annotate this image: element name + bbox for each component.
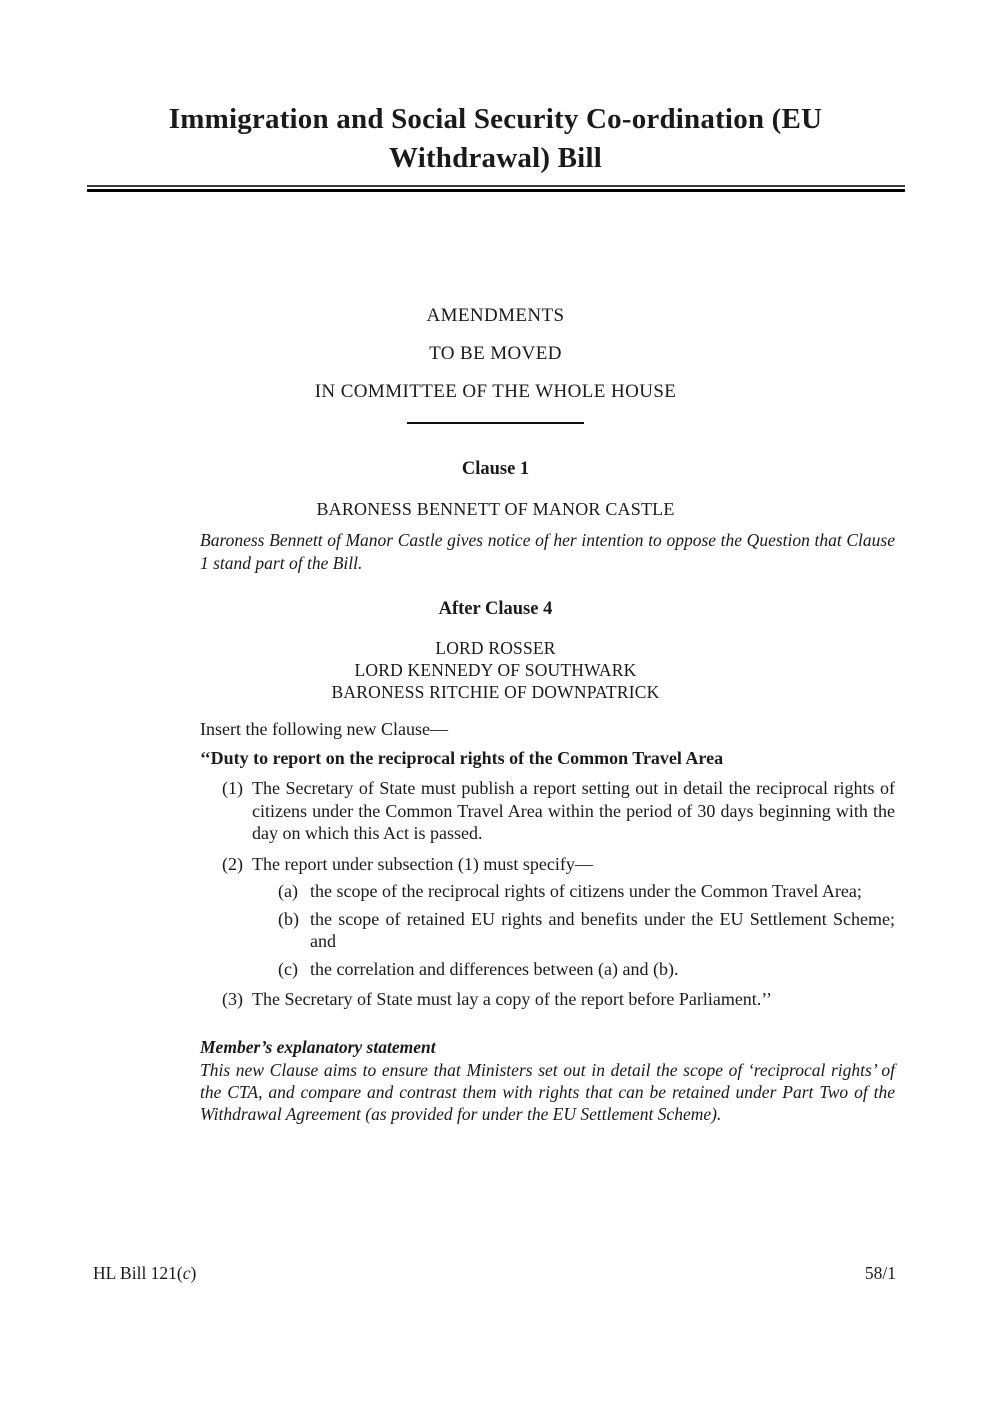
bill-reference-italic: c — [182, 1263, 191, 1283]
subsection-1-number: (1) — [222, 778, 243, 798]
bill-reference-suffix: ) — [190, 1263, 197, 1283]
after-clause4-sponsors — [0, 637, 991, 703]
explanatory-statement-heading: Member’s explanatory statement — [200, 1036, 436, 1057]
subitem-a-number: (a) — [278, 881, 298, 901]
subsection-3-number: (3) — [222, 989, 243, 1009]
subsection-2-text: The report under subsection (1) must specify— — [252, 853, 593, 874]
sponsor-lord-kennedy: LORD KENNEDY OF SOUTHWARK — [354, 660, 637, 680]
subsection-1-text: The Secretary of State must publish a report setting out in detail the reciprocal rights of citizens under the Common Travel Area within the period of 30 days beginning with the day on which this Act is passed. — [252, 778, 895, 843]
sponsor-lord-rosser: LORD ROSSER — [435, 638, 556, 658]
sponsor-baroness-ritchie: BARONESS RITCHIE OF DOWNPATRICK — [331, 682, 660, 702]
committee-label: IN COMMITTEE OF THE WHOLE HOUSE — [314, 381, 677, 402]
clause1-heading: Clause 1 — [461, 459, 530, 479]
bill-reference — [93, 1262, 196, 1284]
title-double-rule — [87, 185, 905, 192]
session-number: 58/1 — [864, 1263, 896, 1283]
subitem-b — [278, 908, 895, 953]
subsection-2 — [222, 853, 895, 876]
bill-title-line1: Immigration and Social Security Co-ordination (EU — [168, 103, 823, 135]
bill-title — [88, 100, 903, 178]
subitem-a-text: the scope of the reciprocal rights of citizens under the Common Travel Area; — [310, 881, 862, 901]
page-footer — [93, 1262, 896, 1284]
subitem-a — [278, 880, 895, 903]
bill-reference-prefix: HL Bill 121( — [93, 1263, 183, 1283]
clause1-sponsor: BARONESS BENNETT OF MANOR CASTLE — [316, 499, 675, 519]
subsection-3-text: The Secretary of State must lay a copy of the report before Parliament.’’ — [252, 989, 772, 1009]
subitem-c — [278, 958, 895, 981]
amendments-heading-block — [0, 304, 991, 404]
amendments-label: AMENDMENTS — [426, 305, 565, 326]
subsection-1 — [222, 777, 895, 845]
bill-title-line2: Withdrawal) Bill — [389, 142, 602, 174]
subitem-b-number: (b) — [278, 908, 299, 929]
subsection-3 — [222, 988, 895, 1011]
subsection-2-number: (2) — [222, 853, 243, 874]
new-clause-title: ‘‘Duty to report on the reciprocal rights of the Common Travel Area — [200, 748, 724, 768]
subitem-c-number: (c) — [278, 958, 298, 979]
explanatory-statement-text: This new Clause aims to ensure that Ministers set out in detail the scope of ‘reciprocal rights’ of the CTA, and compare and contrast them with rights that can be retained under Part Two of the Withdrawal Agreement (as provided for under the EU Settlement Scheme). — [200, 1059, 895, 1124]
subitem-c-text: the correlation and differences between (a) and (b). — [310, 958, 679, 979]
to-be-moved-label: TO BE MOVED — [429, 343, 562, 364]
after-clause4-heading: After Clause 4 — [438, 599, 553, 619]
insert-clause-instruction: Insert the following new Clause— — [200, 719, 448, 739]
separator-rule — [407, 422, 584, 424]
clause1-opposition-notice: Baroness Bennett of Manor Castle gives notice of her intention to oppose the Question that Clause 1 stand part of the Bill. — [200, 530, 895, 573]
subitem-b-text: the scope of retained EU rights and benefits under the EU Settlement Scheme; and — [310, 908, 895, 951]
